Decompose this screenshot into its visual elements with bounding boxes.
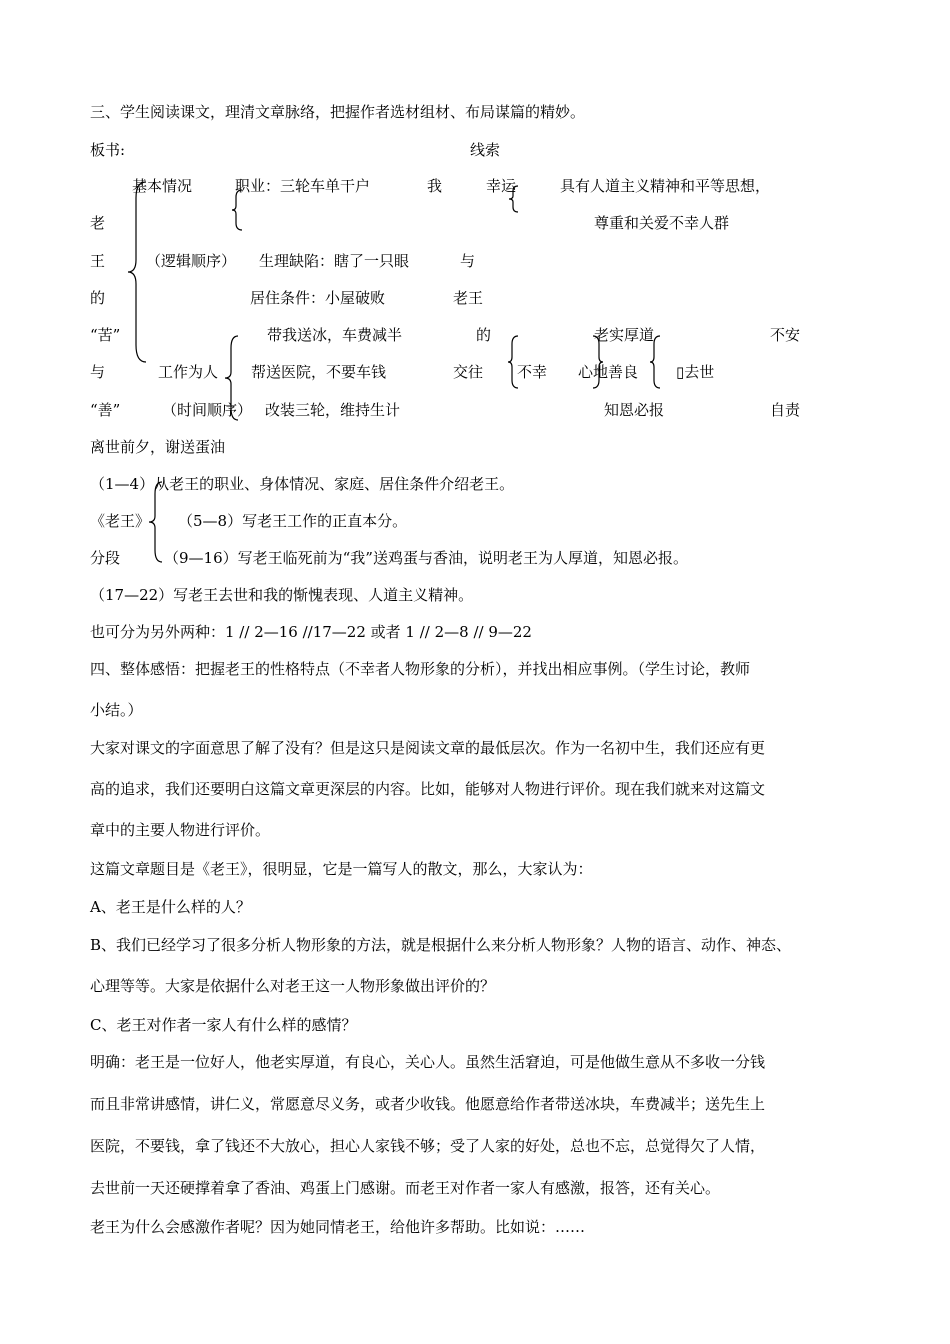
board-left-5: 与 (90, 363, 106, 381)
para1-line1: 大家对课文的字面意思了解了没有？但是这只是阅读文章的最低层次。作为一名初中生，我们还应有更 (90, 739, 766, 757)
board-and: 与 (460, 252, 476, 270)
segment-label: 分段 (90, 549, 121, 567)
contact-brace (506, 334, 522, 390)
board-ice: 带我送冰，车费减半 (267, 326, 403, 344)
honest-brace (590, 334, 606, 390)
board-label: 板书: (90, 141, 126, 159)
question-c: C、老王对作者一家人有什么样的感情？ (90, 1016, 357, 1034)
board-spirit: 具有人道主义精神和平等思想， (560, 177, 771, 195)
question-a: A、老王是什么样的人？ (90, 898, 251, 916)
board-laowang: 老王 (453, 289, 484, 307)
segment-title: 《老王》 (90, 512, 151, 530)
board-left-2: 王 (90, 252, 106, 270)
board-left-6: “善” (90, 401, 121, 419)
board-hospital: 帮送医院，不要车钱 (251, 363, 387, 381)
section3-title: 三、学生阅读课文，理清文章脉络，把握作者选材组材、布局谋篇的精妙。 (90, 103, 586, 121)
answer-line3: 医院，不要钱，拿了钱还不大放心，担心人家钱不够；受了人家的好处，总也不忘，总觉得欠了人情， (90, 1137, 766, 1155)
answer-line1: 明确：老王是一位好人，他老实厚道，有良心，关心人。虽然生活窘迫，可是他做生意从不多收一分钱 (90, 1053, 766, 1071)
segment-1: （1—4）从老王的职业、身体情况、家庭、居住条件介绍老王。 (90, 475, 515, 493)
kind-brace (648, 334, 664, 390)
board-lucky: 幸运 (486, 177, 517, 195)
segment-2: （5—8）写老王工作的正直本分。 (178, 512, 408, 530)
para1-line2: 高的追求，我们还要明白这篇文章更深层的内容。比如，能够对人物进行评价。现在我们就来对这篇文 (90, 780, 766, 798)
board-honest: 老实厚道 (594, 326, 655, 344)
board-respect: 尊重和关爱不幸人群 (594, 214, 730, 232)
board-unfortunate: 不幸 (517, 363, 548, 381)
section4-line1: 四、整体感悟：把握老王的性格特点（不幸者人物形象的分析），并找出相应事例。（学生讨论，教师 (90, 660, 751, 678)
question-b-line1: B、我们已经学习了很多分析人物形象的方法，就是根据什么来分析人物形象？人物的语言、动作、神态、 (90, 936, 792, 954)
board-living: 居住条件：小屋破败 (250, 289, 386, 307)
segment-alt: 也可分为另外两种：1 // 2—16 //17—22 或者 1 // 2—8 // 9—22 (90, 623, 532, 641)
segments-brace (146, 480, 166, 564)
para2: 这篇文章题目是《老王》，很明显，它是一篇写人的散文，那么，大家认为： (90, 860, 593, 878)
para1-line3: 章中的主要人物进行评价。 (90, 821, 271, 839)
board-left-4: “苦” (90, 326, 121, 344)
job-brace (230, 188, 246, 232)
board-uneasy: 不安 (770, 326, 801, 344)
board-left-3: 的 (90, 289, 106, 307)
segment-3: （9—16）写老王临死前为“我”送鸡蛋与香油，说明老王为人厚道，知恩必报。 (164, 549, 688, 567)
big-left-brace (124, 180, 154, 365)
question-b-line2: 心理等等。大家是依据什么对老王这一人物形象做出评价的？ (90, 977, 496, 995)
section4-line2: 小结。） (90, 701, 143, 719)
board-clue: 线索 (470, 141, 501, 159)
board-kind: 心地善良 (578, 363, 639, 381)
board-basic-info: 基本情况 (132, 177, 193, 195)
board-eggs: 离世前夕，谢送蛋油 (90, 438, 226, 456)
board-left-1: 老 (90, 214, 106, 232)
segment-4: （17—22）写老王去世和我的惭愧表现、人道主义精神。 (90, 586, 474, 604)
board-guilt: 自责 (770, 401, 801, 419)
last-line: 老王为什么会感激作者呢？因为她同情老王，给他许多帮助。比如说：…… (90, 1218, 586, 1236)
board-contact: 交往 (453, 363, 484, 381)
board-me: 我 (427, 177, 443, 195)
lucky-brace (506, 184, 522, 214)
board-job: 职业：三轮车单干户 (235, 177, 371, 195)
board-physical: 生理缺陷：瞎了一只眼 (259, 252, 410, 270)
answer-line2: 而且非常讲感情，讲仁义，常愿意尽义务，或者少收钱。他愿意给作者带送冰块，车费减半；送先生上 (90, 1095, 766, 1113)
board-died: ▯去世 (676, 363, 715, 381)
answer-line4: 去世前一天还硬撑着拿了香油、鸡蛋上门感谢。而老王对作者一家人有感激，报答，还有关心。 (90, 1179, 721, 1197)
board-grateful: 知恩必报 (604, 401, 665, 419)
board-time-order: （时间顺序） (162, 401, 253, 419)
board-logic-order: （逻辑顺序） (146, 252, 237, 270)
board-of: 的 (476, 326, 492, 344)
board-tricycle: 改装三轮，维持生计 (265, 401, 401, 419)
board-work: 工作为人 (158, 363, 219, 381)
work-brace (222, 334, 242, 422)
